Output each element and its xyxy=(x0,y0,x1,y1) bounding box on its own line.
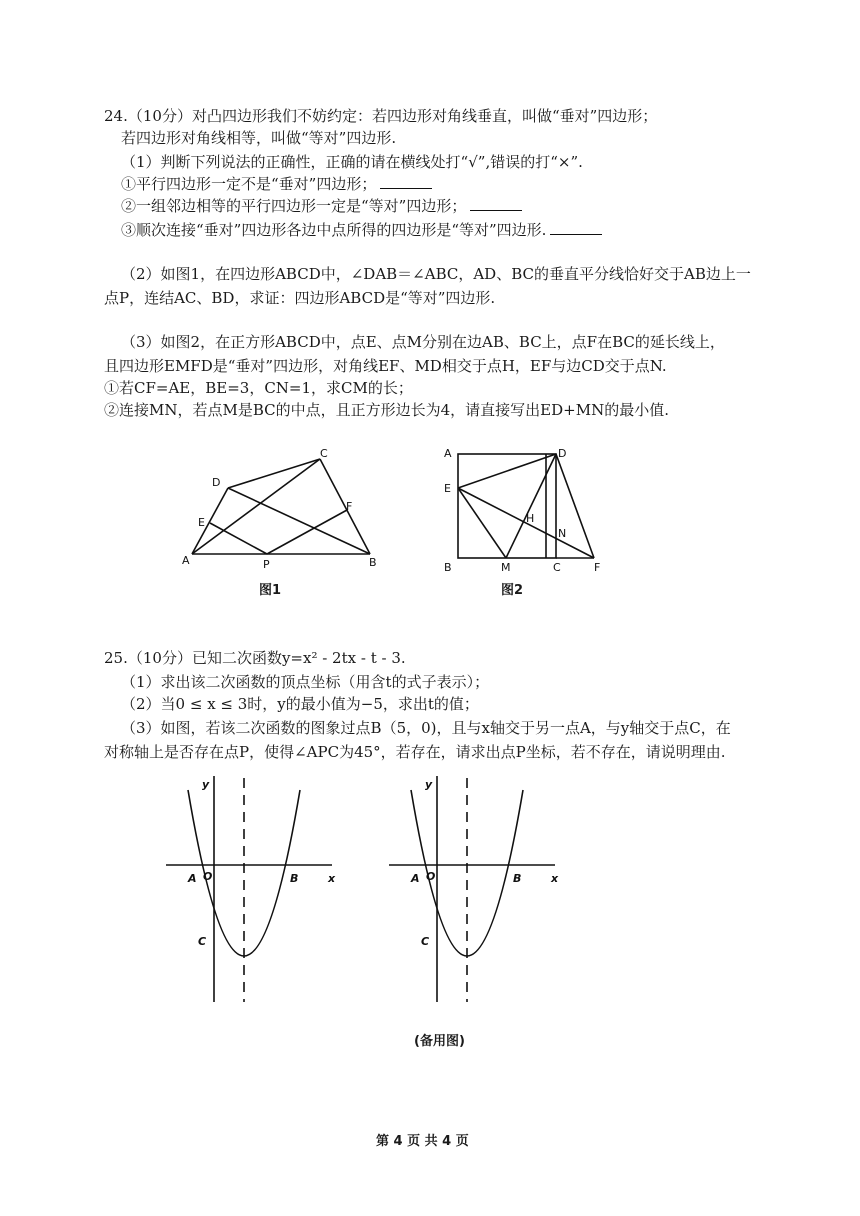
diagonal-MD xyxy=(506,454,556,558)
q25-line1: 25.（10分）已知二次函数y=x² - 2tx - t - 3. xyxy=(104,649,406,667)
q24-part1-b: ②一组邻边相等的平行四边形一定是“等对”四边形； xyxy=(121,196,522,216)
q25-part1: （1）求出该二次函数的顶点坐标（用含t的式子表示）； xyxy=(121,673,490,691)
square-ABCD xyxy=(458,454,556,558)
q24-part2-line1: （2）如图1，在四边形ABCD中，∠DAB＝∠ABC，AD、BC的垂直平分线恰好交于AB边上一 xyxy=(121,265,751,283)
q24-intro-line2: 若四边形对角线相等，叫做“等对”四边形. xyxy=(121,129,397,147)
origin-label-O: O xyxy=(203,870,213,883)
diagonal-AC xyxy=(192,459,320,554)
fig2-label-M: M xyxy=(501,561,511,574)
fig2-label-N: N xyxy=(558,527,567,540)
q24-intro-line1: 24.（10分）对凸四边形我们不妨约定：若四边形对角线垂直，叫做“垂对”四边形； xyxy=(104,107,658,125)
fig2-label-E: E xyxy=(444,482,451,495)
q24-part2-line2: 点P，连结AC、BD，求证：四边形ABCD是“等对”四边形. xyxy=(104,289,496,307)
parabola-graph-main xyxy=(160,770,345,1010)
q24-part3-b: ②连接MN，若点M是BC的中点，且正方形边长为4，请直接写出ED+MN的最小值. xyxy=(104,401,669,419)
q24-part3-a: ①若CF=AE，BE=3，CN=1，求CM的长； xyxy=(104,379,413,397)
origin-label-O: O xyxy=(426,870,436,883)
fig1-label-P: P xyxy=(263,558,270,571)
spare-figure-caption: (备用图) xyxy=(414,1034,465,1049)
segment-DF xyxy=(556,454,594,558)
q25-part3-line1: （3）如图，若该二次函数的图象过点B（5，0)，且与x轴交于另一点A，与y轴交于点C，在 xyxy=(121,719,731,737)
fig2-label-F: F xyxy=(594,561,601,574)
fig2-label-B: B xyxy=(444,561,452,574)
answer-blank xyxy=(380,174,432,189)
point-label-B: B xyxy=(290,872,299,885)
answer-blank xyxy=(470,196,522,211)
axis-label-y: y xyxy=(425,778,433,791)
segment-CB xyxy=(320,459,370,554)
point-label-C: C xyxy=(421,935,430,948)
q24-part1-c: ③顺次连接“垂对”四边形各边中点所得的四边形是“等对”四边形. xyxy=(121,220,602,240)
point-label-A: A xyxy=(411,872,420,885)
axis-label-y: y xyxy=(202,778,210,791)
point-label-A: A xyxy=(188,872,197,885)
parabola-graph-spare xyxy=(383,770,568,1010)
fig2-label-H: H xyxy=(526,512,535,525)
answer-blank xyxy=(550,220,602,235)
segment-EP xyxy=(210,523,267,554)
q25-part3-line2: 对称轴上是否存在点P，使得∠APC为45°，若存在，请求出点P坐标，若不存在，请说明理由. xyxy=(104,743,726,761)
q25-part2: （2）当0 ≤ x ≤ 3时，y的最小值为−5，求出t的值； xyxy=(121,695,479,713)
fig2-label-C: C xyxy=(553,561,561,574)
fig1-label-B: B xyxy=(369,556,377,569)
figure-2-caption: 图2 xyxy=(501,583,524,598)
q24-part3-line1: （3）如图2，在正方形ABCD中，点E、点M分别在边AB、BC上，点F在BC的延长线上， xyxy=(121,333,725,351)
segment-DC xyxy=(228,459,320,488)
segment-PF xyxy=(267,510,347,554)
q24-part3-line2: 且四边形EMFD是“垂对”四边形，对角线EF、MD相交于点H，EF与边CD交于点N. xyxy=(104,357,667,375)
axis-label-x: x xyxy=(328,872,336,885)
q24-part1-a: ①平行四边形一定不是“垂对”四边形； xyxy=(121,174,432,194)
axis-label-x: x xyxy=(551,872,559,885)
fig1-label-E: E xyxy=(198,516,205,529)
figure-1-quadrilateral xyxy=(170,440,390,580)
fig1-label-D: D xyxy=(212,476,221,489)
point-label-B: B xyxy=(513,872,522,885)
page-footer: 第 4 页 共 4 页 xyxy=(376,1134,469,1149)
point-label-C: C xyxy=(198,935,207,948)
fig2-label-A: A xyxy=(444,447,452,460)
fig1-label-A: A xyxy=(182,554,190,567)
fig2-label-D: D xyxy=(558,447,567,460)
q24-part1-heading: （1）判断下列说法的正确性，正确的请在横线处打“√”,错误的打“×”. xyxy=(121,153,583,171)
fig1-label-F: F xyxy=(346,500,353,513)
fig1-label-C: C xyxy=(320,447,328,460)
figure-2-square xyxy=(436,440,611,580)
figure-1-caption: 图1 xyxy=(259,583,282,598)
segment-EM xyxy=(458,488,506,558)
